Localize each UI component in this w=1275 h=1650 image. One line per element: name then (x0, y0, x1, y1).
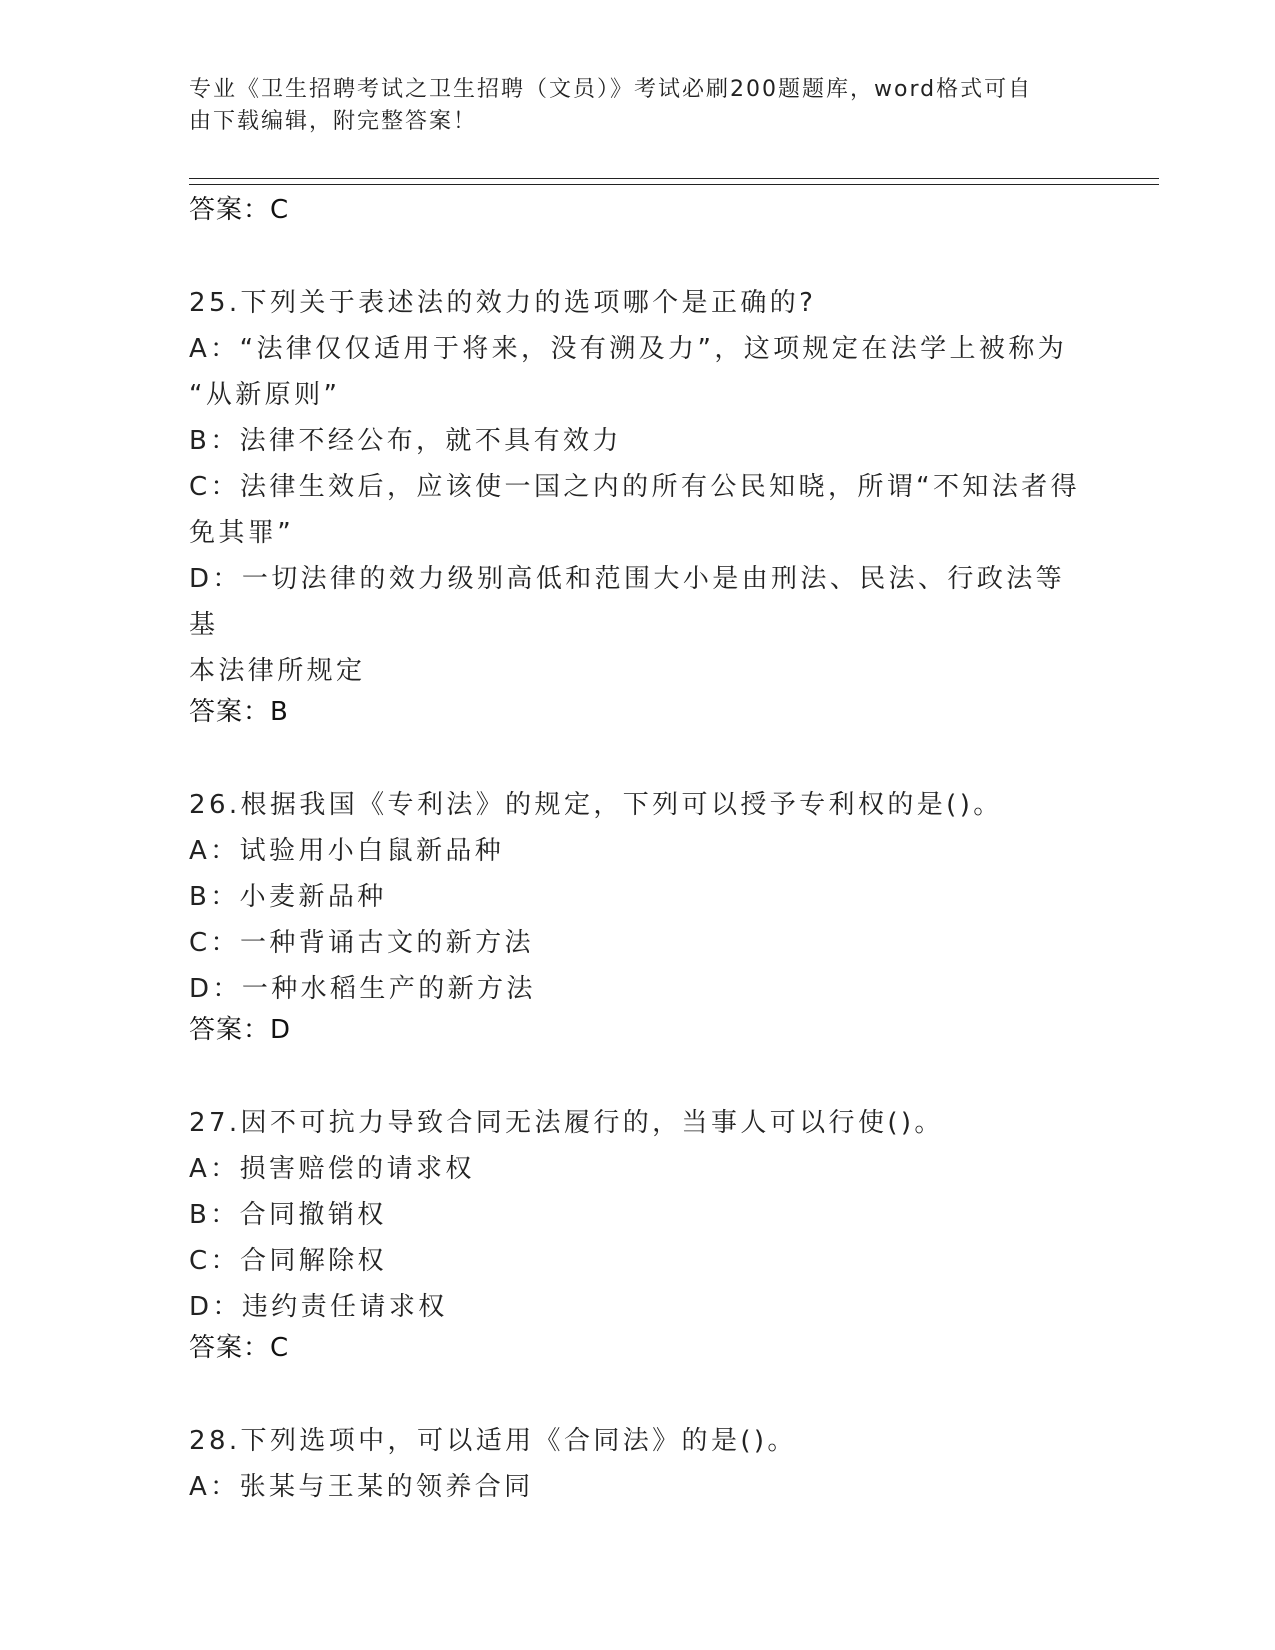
option-line: A：“法律仅仅适用于将来，没有溯及力”，这项规定在法学上被称为 (189, 334, 1068, 364)
question-block-25 (189, 280, 1089, 738)
question-block-28 (189, 1418, 1089, 1510)
question-title: 25.下列关于表述法的效力的选项哪个是正确的? (189, 288, 817, 318)
question-title: 28.下列选项中，可以适用《合同法》的是()。 (189, 1426, 797, 1456)
option-line: B：法律不经公布，就不具有效力 (189, 426, 622, 456)
answer-line: 答案：B (189, 697, 289, 727)
question-list (189, 192, 1089, 1510)
header-divider-top (189, 178, 1159, 179)
question-title: 26.根据我国《专利法》的规定，下列可以授予专利权的是()。 (189, 790, 1003, 820)
option-line: “从新原则” (189, 380, 341, 410)
document-header (189, 74, 1069, 138)
option-line: B：小麦新品种 (189, 882, 387, 912)
header-divider-bottom (189, 184, 1159, 185)
option-line: C：法律生效后，应该使一国之内的所有公民知晓，所谓“不知法者得 (189, 472, 1081, 502)
option-line: B：合同撤销权 (189, 1200, 387, 1230)
answer-line: 答案：C (189, 195, 290, 225)
option-line: 本法律所规定 (189, 656, 366, 686)
option-line: D：一种水稻生产的新方法 (189, 974, 536, 1004)
question-block-27 (189, 1100, 1089, 1374)
option-line: D：一切法律的效力级别高低和范围大小是由刑法、民法、行政法等基 (189, 564, 1066, 640)
option-line: A：试验用小白鼠新品种 (189, 836, 505, 866)
option-line: C：一种背诵古文的新方法 (189, 928, 534, 958)
option-line: 免其罪” (189, 518, 295, 548)
option-line: A：损害赔偿的请求权 (189, 1154, 475, 1184)
option-line: D：违约责任请求权 (189, 1292, 448, 1322)
answer-line: 答案：C (189, 1333, 290, 1363)
question-title: 27.因不可抗力导致合同无法履行的，当事人可以行使()。 (189, 1108, 944, 1138)
header-line-1: 专业《卫生招聘考试之卫生招聘（文员）》考试必刷200题题库，word格式可自 (189, 77, 1033, 102)
question-block-26 (189, 782, 1089, 1056)
option-line: C：合同解除权 (189, 1246, 387, 1276)
option-line: A：张某与王某的领养合同 (189, 1472, 534, 1502)
answer-line: 答案：D (189, 1015, 292, 1045)
header-line-2: 由下载编辑，附完整答案！ (189, 109, 478, 134)
